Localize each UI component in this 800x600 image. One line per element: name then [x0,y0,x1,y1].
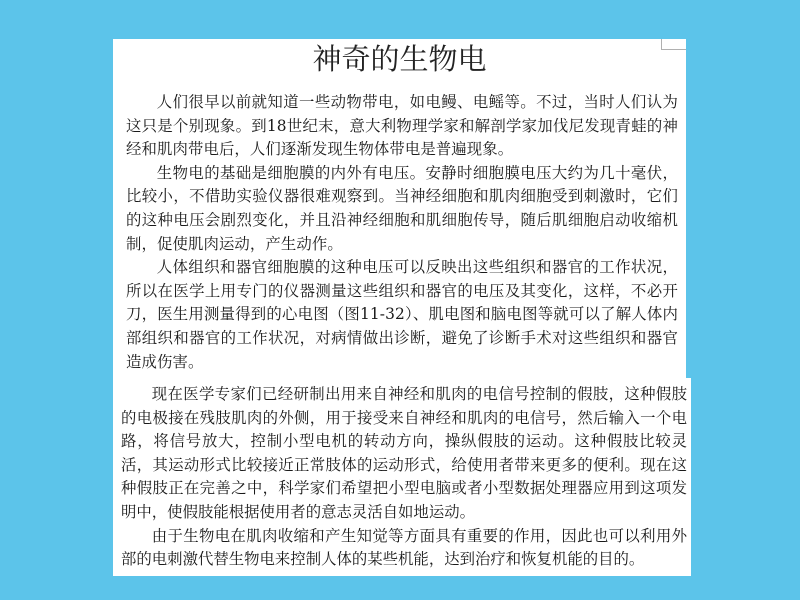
document-page-top [113,39,686,378]
paragraph-1: 人们很早以前就知道一些动物带电，如电鳗、电鳐等。不过，当时人们认为这只是个别现象。到18世纪末，意大利物理学家和解剖学家加伐尼发现青蛙的神经和肌肉带电后，人们逐渐发现生物体带电是普遍现象。 [126,93,678,159]
paragraph-3: 人体组织和器官细胞膜的这种电压可以反映出这些组织和器官的工作状况，所以在医学上用专门的仪器测量这些组织和器官的电压及其变化，这样，不必开刀，医生用测量得到的心电图（图11-32）、肌电图和脑电图等就可以了解人体内部组织和器官的工作状况，对病情做出诊断，避免了诊断手术对这些组织和器官造成伤害。 [126,258,678,371]
document-body-bottom [121,383,687,572]
paragraph-5: 由于生物电在肌肉收缩和产生知觉等方面具有重要的作用，因此也可以利用外部的电刺激代替生物电来控制人体的某些机能，达到治疗和恢复机能的目的。 [121,526,687,569]
document-title: 神奇的生物电 [312,42,487,76]
paragraph-4: 现在医学专家们已经研制出用来自神经和肌肉的电信号控制的假肢，这种假肢的电极接在残肢肌肉的外侧，用于接受来自神经和肌肉的电信号，然后输入一个电路，将信号放大，控制小型电机的转动方向，操纵假肢的运动。这种假肢比较灵活，其运动形式比较接近正常肢体的运动形式，给使用者带来更多的便利。现在这种假肢正在完善之中，科学家们希望把小型电脑或者小型数据处理器应用到这项发明中，使假肢能根据使用者的意志灵活自如地运动。 [121,385,687,521]
document-body-top [126,91,678,374]
paragraph-2: 生物电的基础是细胞膜的内外有电压。安静时细胞膜电压大约为几十毫伏，比较小，不借助实验仪器很难观察到。当神经细胞和肌肉细胞受到刺激时，它们的这种电压会剧烈变化，并且沿神经细胞和肌细胞传导，随后肌细胞启动收缩机制，促使肌肉运动，产生动作。 [126,163,678,253]
document-page-bottom [113,378,691,576]
